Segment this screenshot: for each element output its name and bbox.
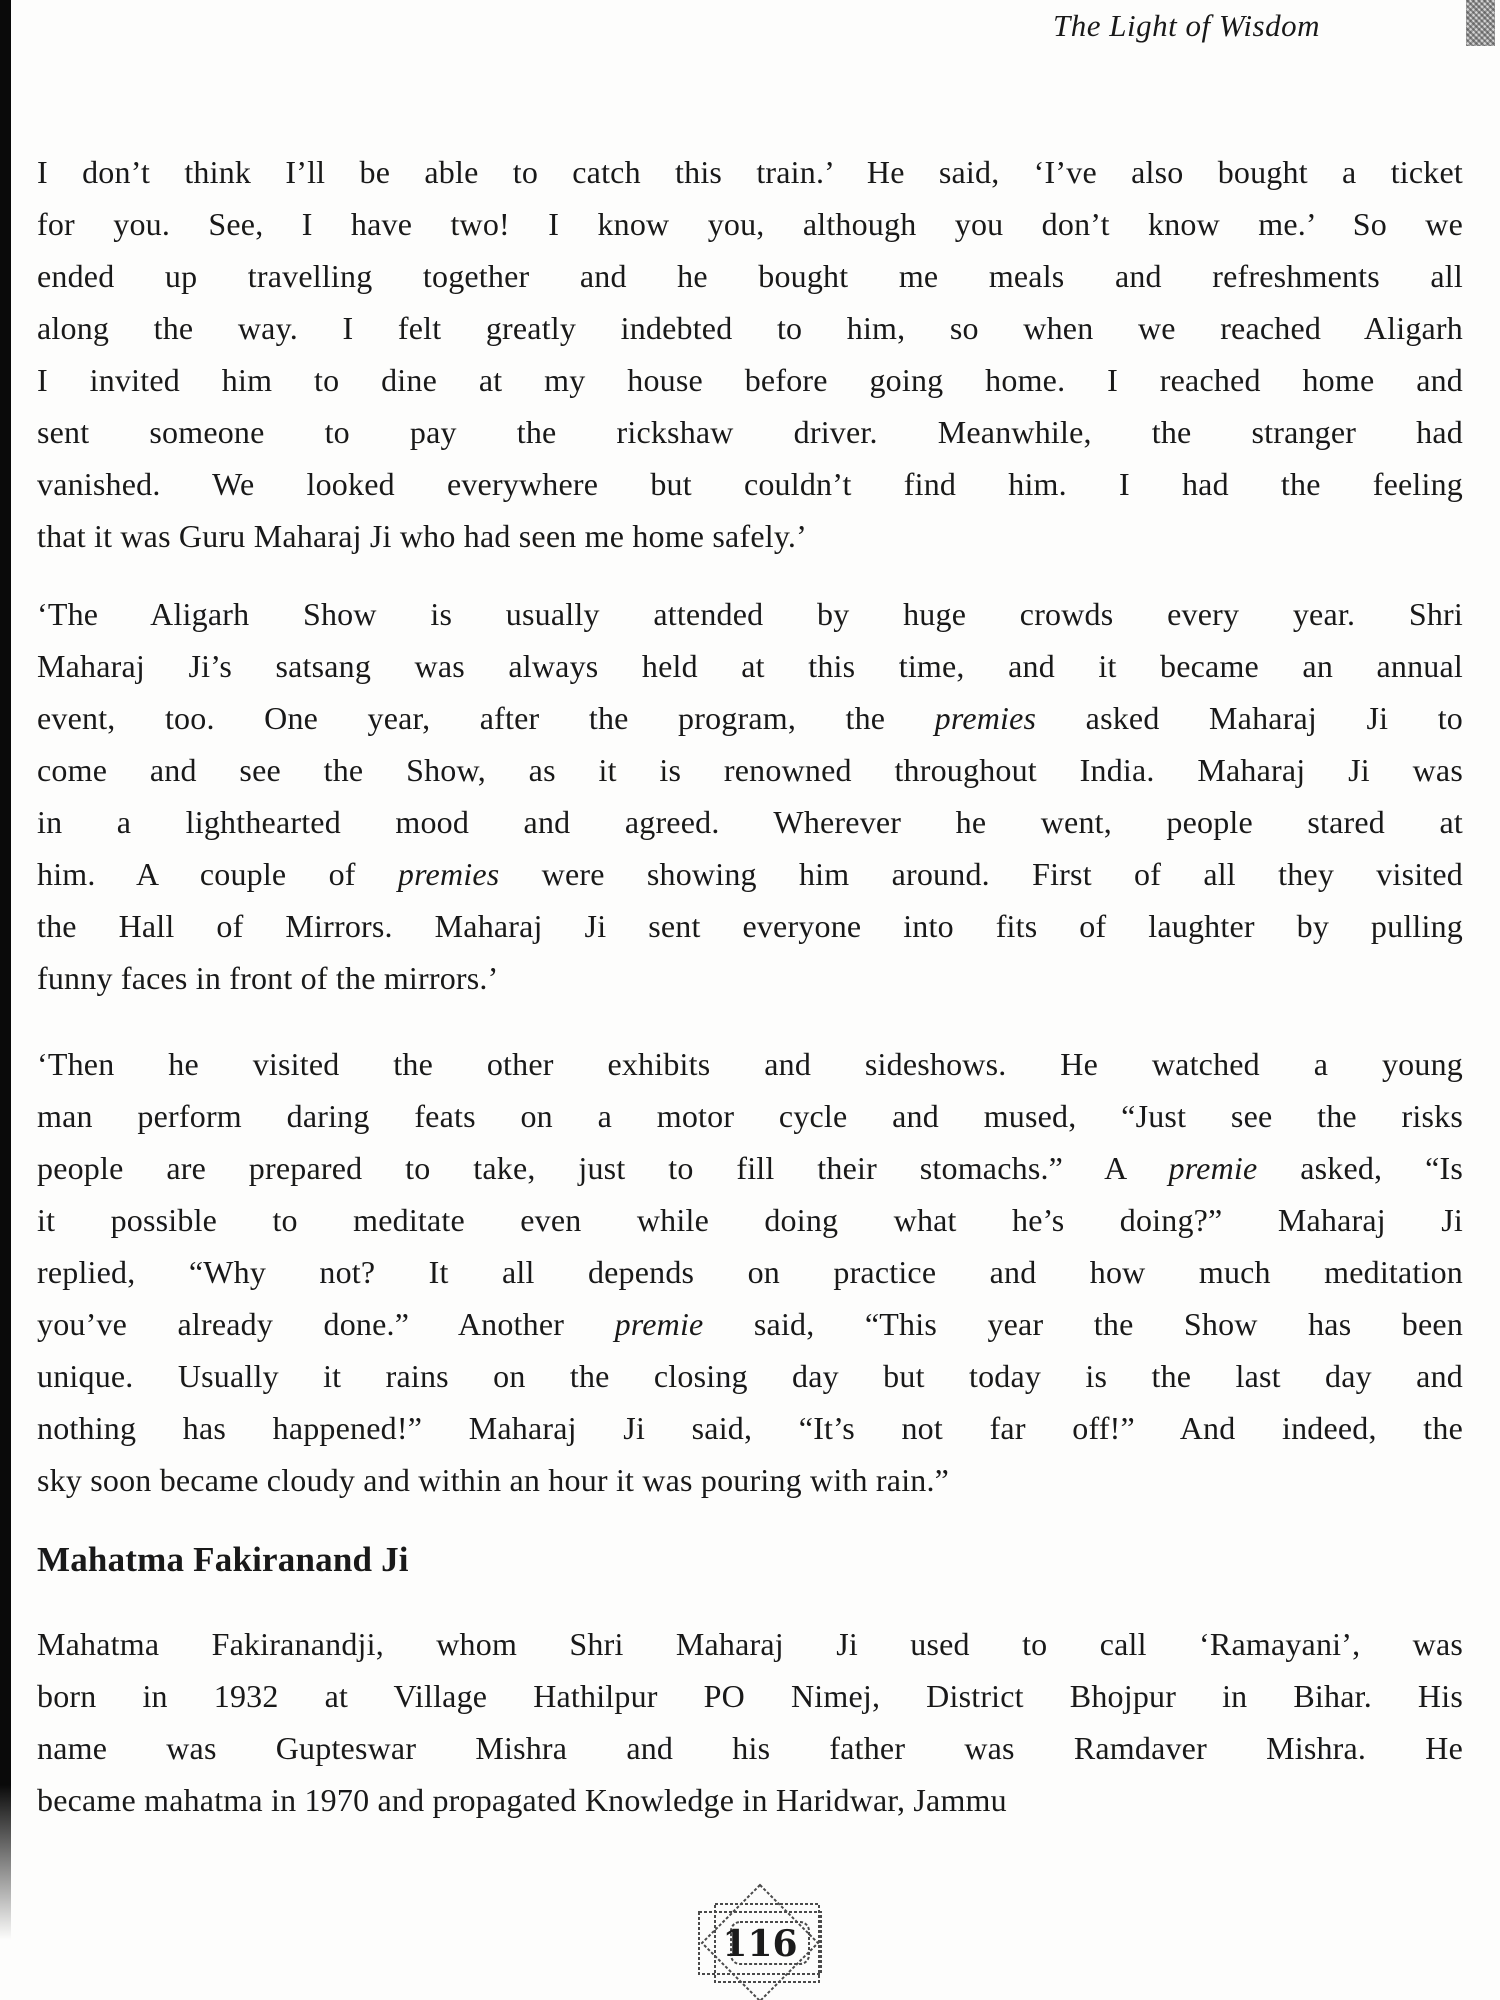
- paragraph: [37, 1038, 1463, 1506]
- scan-edge-artifact: [0, 0, 11, 1940]
- text-line: ‘Then he visited the other exhibits and sideshows. He watched a young: [37, 1046, 1463, 1082]
- text-line: that it was Guru Maharaj Ji who had seen me home safely.’: [37, 518, 807, 554]
- text-line: it possible to meditate even while doing what he’s doing?” Maharaj Ji: [37, 1202, 1463, 1238]
- page-body: [37, 0, 1463, 2000]
- text-line: nothing has happened!” Maharaj Ji said, “It’s not far off!” And indeed, the: [37, 1410, 1463, 1446]
- text-line: replied, “Why not? It all depends on practice and how much meditation: [37, 1254, 1463, 1290]
- text-line: ended up travelling together and he bought me meals and refreshments all: [37, 258, 1463, 294]
- running-header: The Light of Wisdom: [1052, 8, 1320, 43]
- paragraph: [37, 1618, 1463, 1826]
- text-line: Mahatma Fakiranandji, whom Shri Maharaj Ji used to call ‘Ramayani’, was: [37, 1626, 1463, 1662]
- text-line: Maharaj Ji’s satsang was always held at this time, and it became an annual: [37, 648, 1463, 684]
- text-line: for you. See, I have two! I know you, although you don’t know me.’ So we: [37, 206, 1463, 242]
- text-line: unique. Usually it rains on the closing day but today is the last day and: [37, 1358, 1463, 1394]
- paragraph: [37, 588, 1463, 1004]
- scan-corner-artifact: [1466, 0, 1495, 46]
- text-line: born in 1932 at Village Hathilpur PO Nimej, District Bhojpur in Bihar. His: [37, 1678, 1463, 1714]
- text-line: I don’t think I’ll be able to catch this train.’ He said, ‘I’ve also bought a ticket: [37, 154, 1463, 190]
- text-line: people are prepared to take, just to fill their stomachs.” A premie asked, “Is: [37, 1150, 1463, 1186]
- section-heading: Mahatma Fakiranand Ji: [37, 1540, 409, 1579]
- ornament-star-icon: [685, 1882, 835, 2000]
- text-line: come and see the Show, as it is renowned throughout India. Maharaj Ji was: [37, 752, 1463, 788]
- page-number: 116: [722, 1923, 798, 1965]
- text-line: name was Gupteswar Mishra and his father was Ramdaver Mishra. He: [37, 1730, 1463, 1766]
- text-line: ‘The Aligarh Show is usually attended by huge crowds every year. Shri: [37, 596, 1463, 632]
- text-line: in a lighthearted mood and agreed. Wherever he went, people stared at: [37, 804, 1463, 840]
- text-line: funny faces in front of the mirrors.’: [37, 960, 499, 996]
- text-line: event, too. One year, after the program, the premies asked Maharaj Ji to: [37, 700, 1463, 736]
- text-line: along the way. I felt greatly indebted to him, so when we reached Aligarh: [37, 310, 1463, 346]
- text-line: man perform daring feats on a motor cycle and mused, “Just see the risks: [37, 1098, 1463, 1134]
- text-line: the Hall of Mirrors. Maharaj Ji sent everyone into fits of laughter by pulling: [37, 908, 1463, 944]
- text-line: sky soon became cloudy and within an hour it was pouring with rain.”: [37, 1462, 950, 1498]
- text-line: sent someone to pay the rickshaw driver. Meanwhile, the stranger had: [37, 414, 1463, 450]
- paragraph: [37, 146, 1463, 562]
- text-line: him. A couple of premies were showing him around. First of all they visited: [37, 856, 1464, 892]
- page-number-ornament: [685, 1882, 835, 2000]
- text-line: vanished. We looked everywhere but couldn’t find him. I had the feeling: [37, 466, 1463, 502]
- text-line: you’ve already done.” Another premie said, “This year the Show has been: [37, 1306, 1464, 1342]
- text-line: became mahatma in 1970 and propagated Knowledge in Haridwar, Jammu: [37, 1782, 1007, 1818]
- text-line: I invited him to dine at my house before going home. I reached home and: [37, 362, 1463, 398]
